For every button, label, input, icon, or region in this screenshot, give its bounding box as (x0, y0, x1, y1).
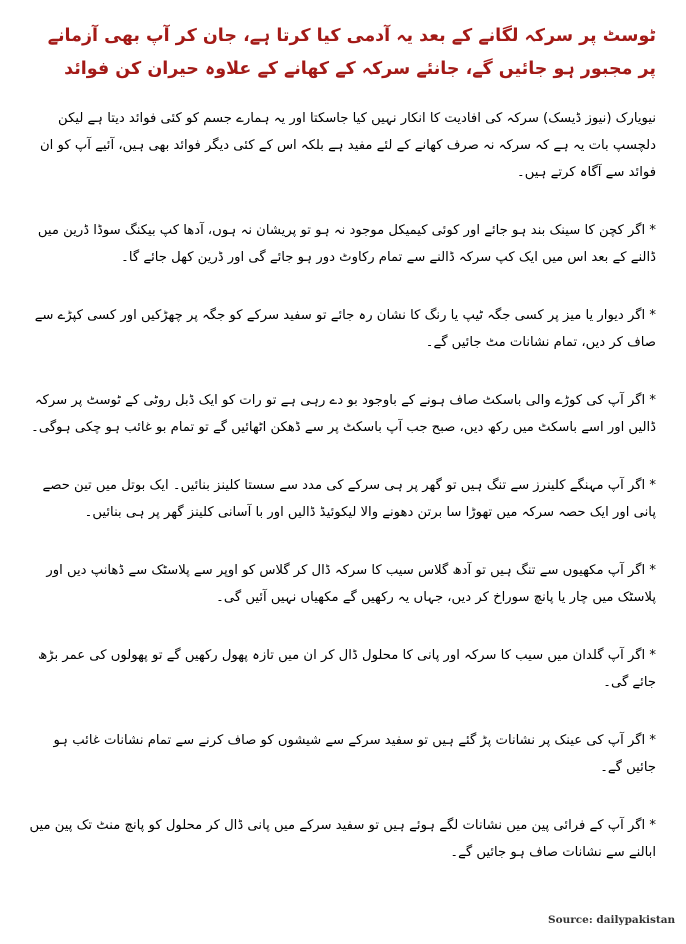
tip-glasses-cleaning: * اگر آپ کی عینک پر نشانات پڑ گئے ہیں تو سفید سرکے سے شیشوں کو صاف کرنے سے تمام نشانات غائب ہو جائیں گے۔ (53, 733, 656, 775)
tip-tape-marks: * اگر دیوار یا میز پر کسی جگہ ٹیپ یا رنگ کا نشان رہ جائے تو سفید سرکے کو جگہ پر چھڑکیں اور کسی کپڑے سے صاف کر دیں، تمام نشانات مٹ جائیں گے۔ (34, 308, 656, 350)
tip-fly-trap: * اگر آپ مکھیوں سے تنگ ہیں تو آدھ گلاس سیب کا سرکہ ڈال کر گلاس کو اوپر سے پلاسٹک سے ڈھانپ دیں اور پلاسٹک میں چار یا پانچ سوراخ کر دیں، جہاں یہ رکھیں گے مکھیاں نہیں آئیں گی۔ (46, 563, 656, 605)
tip-drain-cleaning: * اگر کچن کا سینک بند ہو جائے اور کوئی کیمیکل موجود نہ ہو تو پریشان نہ ہوں، آدھا کپ بیکنگ سوڈا ڈرین میں ڈالنے کے بعد اس میں ایک کپ سرکہ ڈالنے سے تمام رکاوٹ دور ہو جائے گی اور ڈرین کھل جائے گا۔ (37, 223, 656, 265)
source-credit: Source: dailypakistan (548, 914, 676, 926)
intro-paragraph: نیویارک (نیوز ڈیسک) سرکہ کی افادیت کا انکار نہیں کیا جاسکتا اور یہ ہمارے جسم کو کئی فوائد دیتا ہے لیکن دلچسپ بات یہ ہے کہ سرکہ نہ صرف کھانے کے لئے مفید ہے بلکہ اس کے کئی دیگر فوائد بھی ہیں، آئیے آپ کو ان فوائد سے آگاہ کرتے ہیں۔ (40, 111, 656, 180)
tip-homemade-cleaner: * اگر آپ مہنگے کلینرز سے تنگ ہیں تو گھر پر ہی سرکے کی مدد سے سستا کلینز بنائیں۔ ایک بوتل میں تین حصے پانی اور ایک حصہ سرکہ میں تھوڑا سا برتن دھونے والا لیکوئیڈ ڈالیں اور با آسانی کلینز گھر پر ہی بنائیں۔ (42, 478, 656, 520)
tip-frying-pan: * اگر آپ کے فرائی پین میں نشانات لگے ہوئے ہیں تو سفید سرکے میں پانی ڈال کر محلول کو پانچ منٹ تک پین میں ابالنے سے نشانات صاف ہو جائیں گے۔ (29, 818, 656, 860)
tip-flower-vase: * اگر آپ گلدان میں سیب کا سرکہ اور پانی کا محلول ڈال کر ان میں تازہ پھول رکھیں گے تو پھولوں کی عمر بڑھ جائے گی۔ (37, 648, 656, 690)
tip-trash-odor: * اگر آپ کی کوڑے والی باسکٹ صاف ہونے کے باوجود بو دے رہی ہے تو رات کو ایک ڈبل روٹی کے ٹوسٹ پر سرکہ ڈالیں اور اسے باسکٹ میں رکھ دیں، صبح جب آپ باسکٹ پر سے ڈھکن اٹھائیں گے تو تمام بو غائب ہو چکی ہوگی۔ (31, 393, 656, 435)
article-title: ٹوسٹ پر سرکہ لگانے کے بعد یہ آدمی کیا کرتا ہے، جان کر آپ بھی آزمانے پر مجبور ہو جائیں گے، جانئے سرکہ کے کھانے کے علاوہ حیران کن فوائد (47, 26, 656, 79)
article-body (28, 105, 656, 866)
